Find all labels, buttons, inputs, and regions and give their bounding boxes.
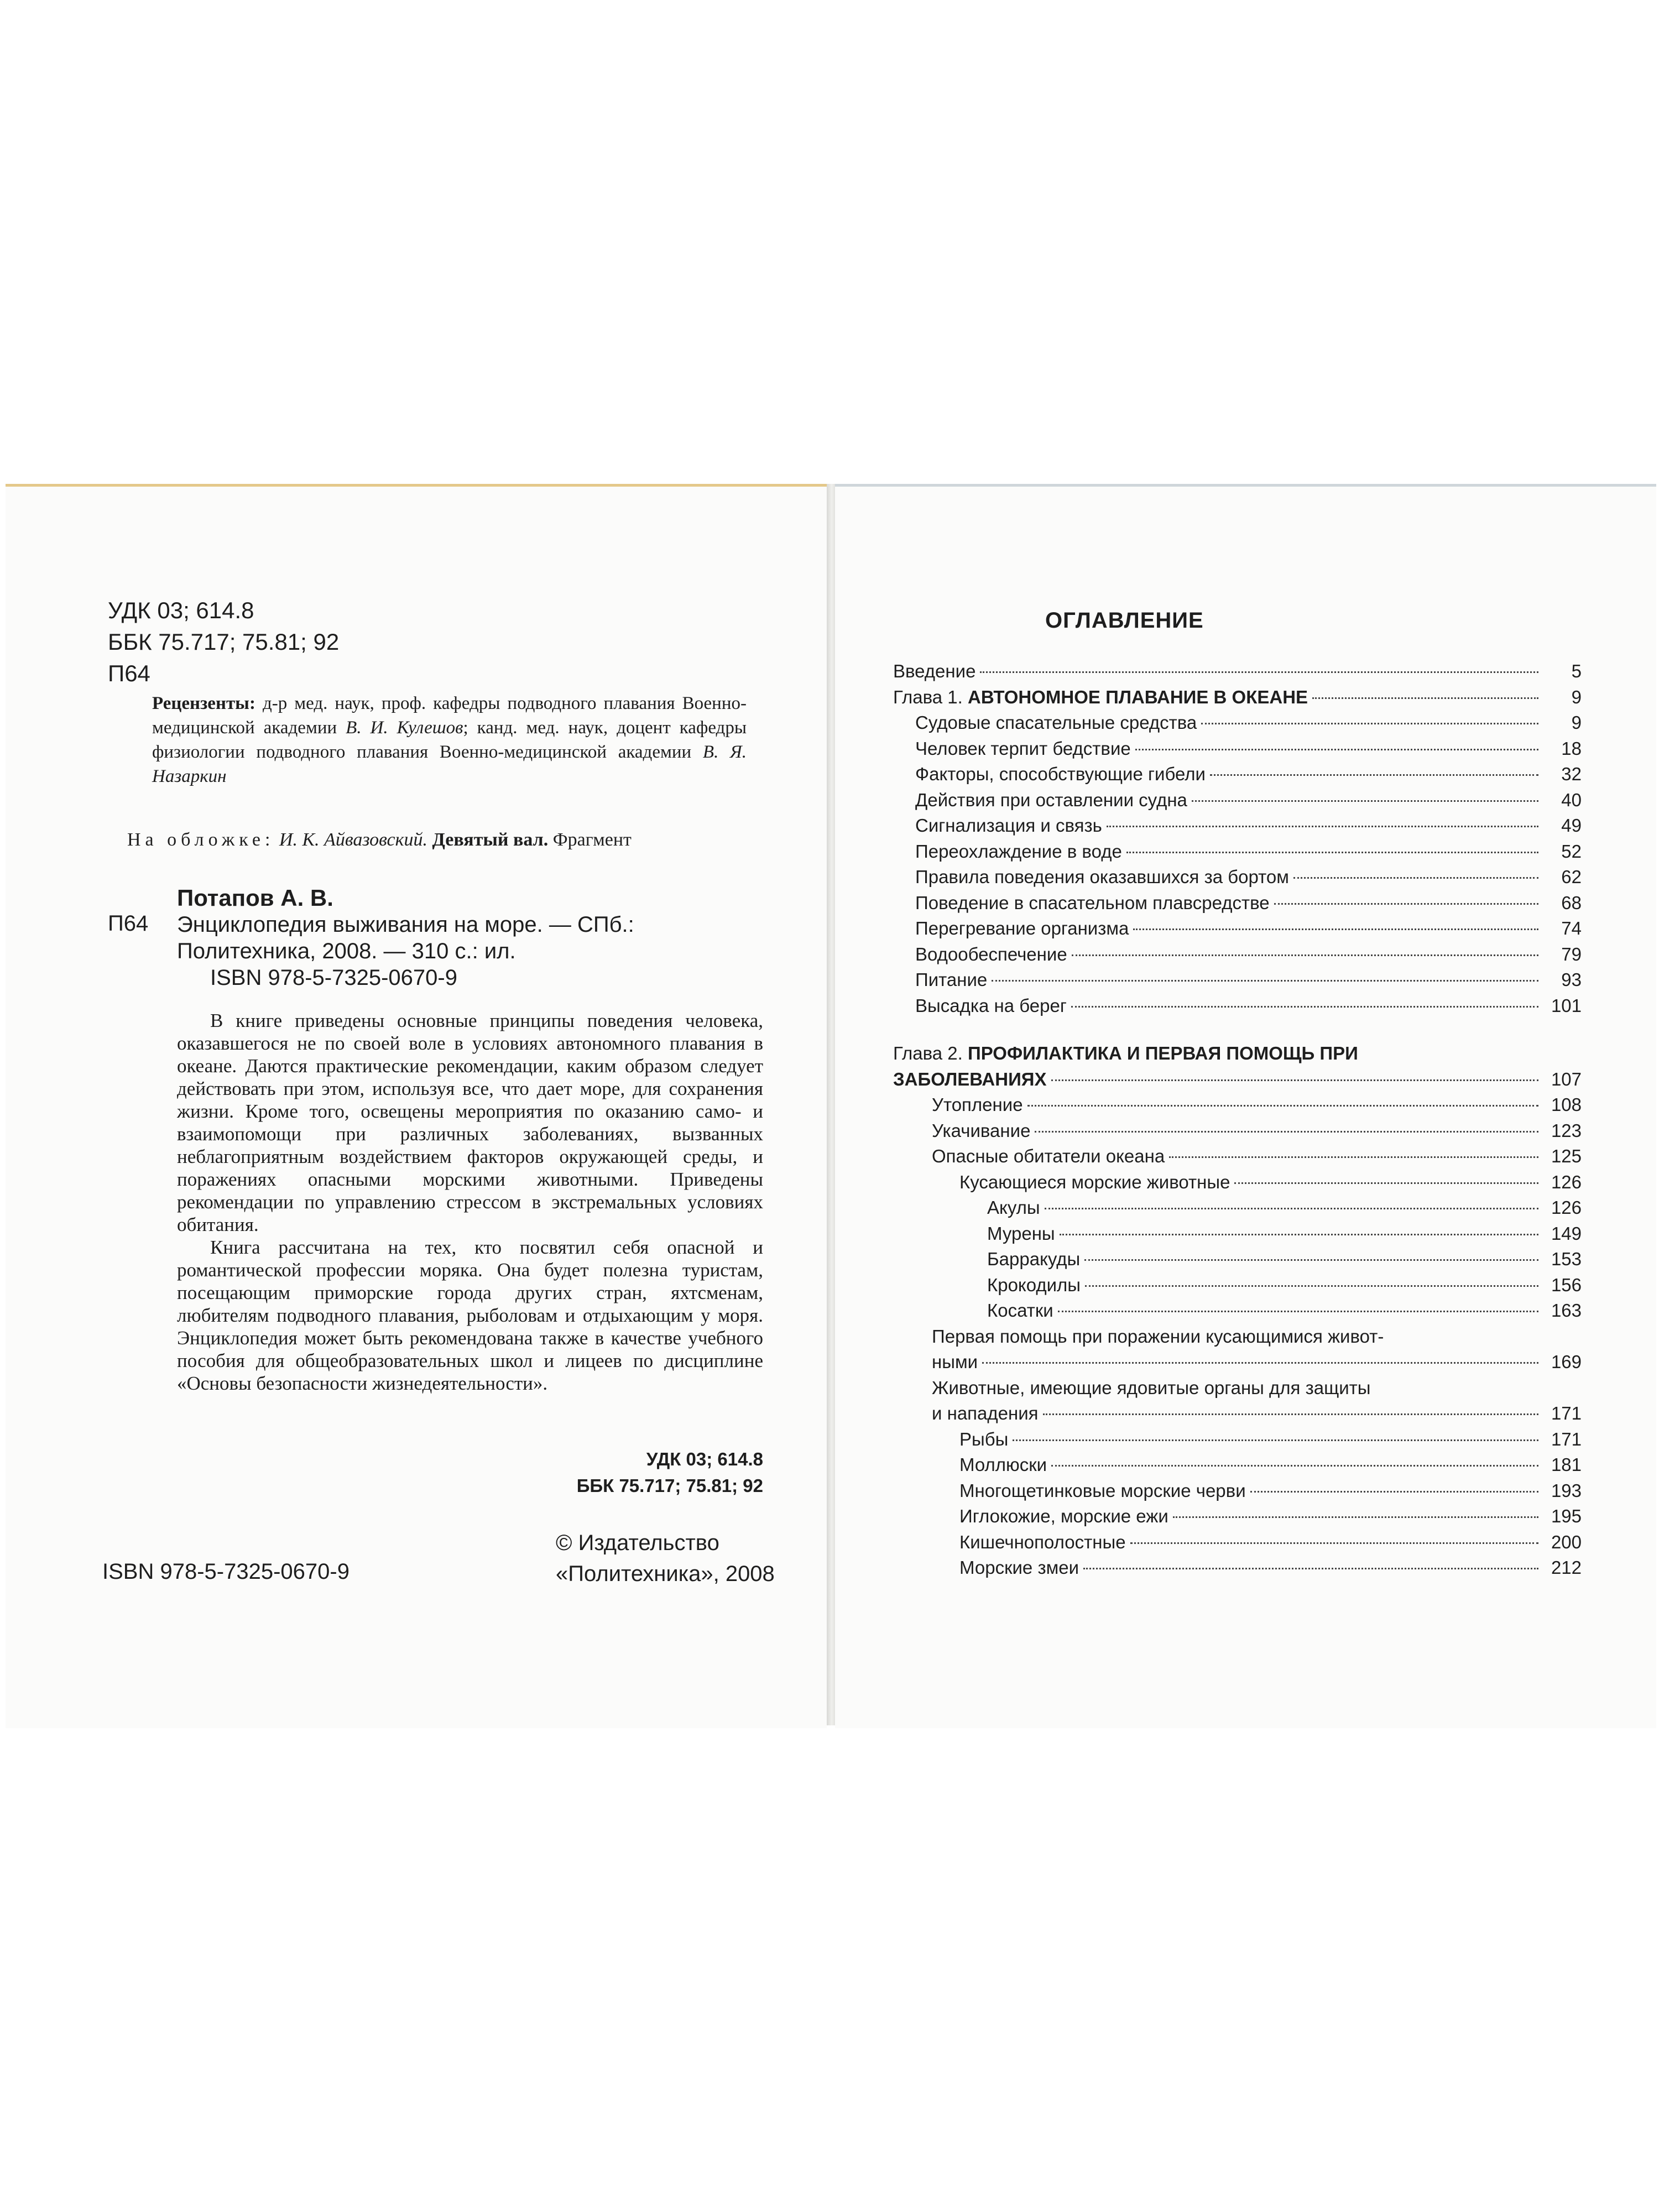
toc-chapter-cont xyxy=(893,1069,1582,1095)
bbk-code: ББК 75.717; 75.81; 92 xyxy=(108,629,340,655)
toc-entry-page: 163 xyxy=(1551,1300,1582,1321)
cover-artist: И. К. Айвазовский. xyxy=(279,830,427,850)
toc-entry-label: Человек терпит бедствие xyxy=(915,738,1131,759)
toc-entry-label: Судовые спасательные средства xyxy=(915,712,1197,733)
toc-entry-label: Поведение в спасательном плавсредстве xyxy=(915,892,1270,913)
toc-entry-label: Питание xyxy=(915,969,988,990)
toc-entry-page: 108 xyxy=(1551,1094,1582,1115)
toc-entry-page: 79 xyxy=(1561,943,1582,964)
toc-entry xyxy=(893,661,1582,687)
toc-entry xyxy=(893,1326,1582,1352)
toc-entry xyxy=(893,1223,1582,1249)
toc-entry-page: 169 xyxy=(1551,1352,1582,1372)
toc-entry-label: Сигнализация и связь xyxy=(915,815,1102,836)
abstract-paragraph-2: Книга рассчитана на тех, кто посвятил себя опасной и романтической профессии моряка. Она будет полезна туристам, посещающим приморские города других стран, яхтсменам, любителям подводного плавания, рыболовам и отдыхающим у моря. Энциклопедия может быть рекомендована также в качестве учебного пособия для общеобразовательных школ и лицеев по дисциплине «Основы безопасности жизнедеятельности». xyxy=(177,1237,763,1394)
chapter-title-line-1: ПРОФИЛАКТИКА И ПЕРВАЯ ПОМОЩЬ ПРИ xyxy=(968,1043,1358,1063)
toc-entry-label: Барракуды xyxy=(987,1249,1081,1269)
toc-entry-label: Утопление xyxy=(932,1094,1023,1115)
toc-entry xyxy=(893,1429,1582,1455)
chapter-prefix: Глава 2. xyxy=(893,1043,963,1063)
toc-entry-page: 5 xyxy=(1571,661,1582,681)
toc-entry-label: Укачивание xyxy=(932,1120,1031,1141)
toc-entry xyxy=(893,944,1582,970)
reviewers-block xyxy=(152,691,747,789)
toc-entry xyxy=(893,1275,1582,1301)
toc-entry-label: Первая помощь при поражении кусающимися живот- xyxy=(932,1326,1384,1347)
toc-chapter xyxy=(893,687,1582,713)
toc-entry-page: 101 xyxy=(1551,995,1582,1016)
toc-entry xyxy=(893,969,1582,995)
toc-entry xyxy=(893,1249,1582,1275)
toc-entry xyxy=(893,1506,1582,1532)
toc-entry xyxy=(893,893,1582,919)
toc-entry xyxy=(893,815,1582,841)
toc-entry xyxy=(893,995,1582,1021)
reviewers-text-2: ; канд. мед. наук, доцент кафедры физиологии подводного плавания Военно-медицинской академии xyxy=(152,718,747,762)
toc-entry-page: 193 xyxy=(1551,1480,1582,1501)
author-name: Потапов А. В. xyxy=(177,885,333,911)
toc-entry-page: 123 xyxy=(1551,1120,1582,1141)
reviewer-1: В. И. Кулешов xyxy=(346,718,463,738)
toc-entry xyxy=(893,1378,1582,1404)
toc-entry-page: 40 xyxy=(1561,789,1582,810)
toc-entry-page: 156 xyxy=(1551,1274,1582,1295)
reviewer-2: В. Я. Назаркин xyxy=(152,742,747,786)
toc-entry-label: Факторы, способствующие гибели xyxy=(915,764,1206,784)
catalog-code: П64 xyxy=(108,911,149,936)
toc-entry-page: 49 xyxy=(1561,815,1582,836)
toc-entry-label: Действия при оставлении судна xyxy=(915,789,1187,810)
toc-entry-page: 52 xyxy=(1561,841,1582,862)
table-of-contents xyxy=(893,661,1582,1583)
toc-entry-page: 126 xyxy=(1551,1171,1582,1192)
toc-entry xyxy=(893,1197,1582,1223)
toc-entry xyxy=(893,1480,1582,1506)
toc-entry-label: Опасные обитатели океана xyxy=(932,1146,1165,1166)
toc-entry-cont xyxy=(893,1403,1582,1429)
toc-entry-label: Кусающиеся морские животные xyxy=(959,1171,1230,1192)
toc-entry-label: Правила поведения оказавшихся за бортом xyxy=(915,867,1289,887)
toc-entry-label: Высадка на берег xyxy=(915,995,1067,1016)
toc-entry-label: Переохлаждение в воде xyxy=(915,841,1122,862)
toc-entry-page: 181 xyxy=(1551,1454,1582,1475)
toc-entry-page: 171 xyxy=(1551,1428,1582,1449)
reviewers-label: Рецензенты: xyxy=(152,693,255,713)
toc-entry-page: 68 xyxy=(1561,892,1582,913)
reviewers-text-1: д-р мед. наук, проф. кафедры подводного плавания Военно-медицинской академии xyxy=(152,693,747,738)
udk-code: УДК 03; 614.8 xyxy=(108,597,254,623)
chapter-prefix: Глава 1. xyxy=(893,686,963,707)
toc-entry-label: и нападения xyxy=(932,1403,1039,1423)
toc-entry-page: 107 xyxy=(1551,1068,1582,1089)
toc-entry-page: 171 xyxy=(1551,1403,1582,1423)
abstract xyxy=(177,1009,763,1395)
toc-entry-label: Перегревание организма xyxy=(915,918,1129,938)
toc-entry-page: 93 xyxy=(1561,969,1582,990)
toc-entry-page: 125 xyxy=(1551,1146,1582,1166)
toc-entry-label: Водообеспечение xyxy=(915,943,1067,964)
abstract-paragraph-1: В книге приведены основные принципы поведения человека, оказавшегося не по своей воле в условиях автономного плавания в океане. Даются практические рекомендации, каким образом следует действовать при этом, используя все, что дает море, для сохранения жизни. Кроме того, освещены мероприятия по оказанию само- и взаимопомощи при различных заболеваниях, вызванных неблагоприятным воздействием факторов окружающей среды, и поражениях опасными морскими животными. Приведены рекомендации по управлению стрессом в экстремальных условиях обитания. xyxy=(177,1010,763,1235)
toc-entry xyxy=(893,1557,1582,1583)
toc-entry xyxy=(893,764,1582,790)
publisher-line-2: «Политехника», 2008 xyxy=(556,1562,775,1586)
toc-entry-cont xyxy=(893,1352,1582,1378)
toc-entry-label: Акулы xyxy=(987,1197,1040,1218)
toc-entry-page: 212 xyxy=(1551,1557,1582,1578)
toc-entry-label: Косатки xyxy=(987,1300,1053,1321)
bibliographic-description: Энциклопедия выживания на море. — СПб.: Политехника, 2008. — 310 с.: ил. xyxy=(177,912,634,963)
toc-entry-page: 153 xyxy=(1551,1249,1582,1269)
book-spread xyxy=(6,484,1656,1725)
toc-entry xyxy=(893,1454,1582,1480)
toc-entry-label: Иглокожие, морские ежи xyxy=(959,1506,1168,1526)
toc-entry-label: Многощетинковые морские черви xyxy=(959,1480,1246,1501)
bbk-bottom: ББК 75.717; 75.81; 92 xyxy=(576,1475,763,1496)
codes-bottom xyxy=(577,1446,763,1499)
toc-entry xyxy=(893,867,1582,893)
toc-title: ОГЛАВЛЕНИЕ xyxy=(1045,608,1204,633)
toc-entry-label: Введение xyxy=(893,661,976,681)
imprint-page xyxy=(6,484,827,1728)
toc-entry xyxy=(893,790,1582,816)
toc-entry-label: Крокодилы xyxy=(987,1274,1081,1295)
toc-entry xyxy=(893,1120,1582,1146)
chapter-title-line-2: ЗАБОЛЕВАНИЯХ xyxy=(893,1068,1047,1089)
toc-entry xyxy=(893,1532,1582,1558)
toc-entry-label: Рыбы xyxy=(959,1428,1009,1449)
cover-painting: Девятый вал. xyxy=(432,830,549,850)
toc-entry-page: 195 xyxy=(1551,1506,1582,1526)
toc-chapter xyxy=(893,1043,1582,1069)
book-gutter xyxy=(827,484,835,1725)
toc-entry-page: 9 xyxy=(1571,712,1582,733)
udk-bottom: УДК 03; 614.8 xyxy=(646,1449,763,1469)
toc-entry-page: 74 xyxy=(1561,918,1582,938)
toc-entry xyxy=(893,1300,1582,1326)
isbn-line: ISBN 978-5-7325-0670-9 xyxy=(210,966,457,990)
publisher-copyright xyxy=(556,1527,775,1589)
toc-entry xyxy=(893,738,1582,764)
toc-entry-label: Морские змеи xyxy=(959,1557,1079,1578)
contents-page xyxy=(835,484,1656,1728)
isbn-bottom: ISBN 978-5-7325-0670-9 xyxy=(102,1559,349,1584)
toc-entry-label: Моллюски xyxy=(959,1454,1047,1475)
toc-entry-page: 32 xyxy=(1561,764,1582,784)
toc-entry-label: Животные, имеющие ядовитые органы для защиты xyxy=(932,1377,1371,1398)
toc-entry-page: 9 xyxy=(1571,686,1582,707)
toc-entry xyxy=(893,712,1582,738)
publisher-line-1: © Издательство xyxy=(556,1531,719,1555)
cover-label: На обложке: xyxy=(127,830,275,850)
cover-note: Фрагмент xyxy=(552,830,632,850)
toc-entry-label: Мурены xyxy=(987,1223,1055,1244)
toc-entry-page: 126 xyxy=(1551,1197,1582,1218)
toc-entry xyxy=(893,1172,1582,1198)
toc-entry xyxy=(893,1094,1582,1120)
chapter-title: АВТОНОМНОЕ ПЛАВАНИЕ В ОКЕАНЕ xyxy=(968,686,1308,707)
cover-credit xyxy=(127,830,632,851)
toc-entry-page: 62 xyxy=(1561,867,1582,887)
toc-entry-label: ными xyxy=(932,1352,978,1372)
author-mark: П64 xyxy=(108,660,150,686)
toc-entry xyxy=(893,1146,1582,1172)
toc-entry-page: 149 xyxy=(1551,1223,1582,1244)
toc-entry-page: 18 xyxy=(1561,738,1582,759)
bibliographic-record xyxy=(177,911,763,991)
toc-entry xyxy=(893,918,1582,944)
toc-entry-label: Кишечнополостные xyxy=(959,1531,1126,1552)
classification-codes xyxy=(108,594,339,689)
toc-entry xyxy=(893,841,1582,867)
toc-entry-page: 200 xyxy=(1551,1531,1582,1552)
